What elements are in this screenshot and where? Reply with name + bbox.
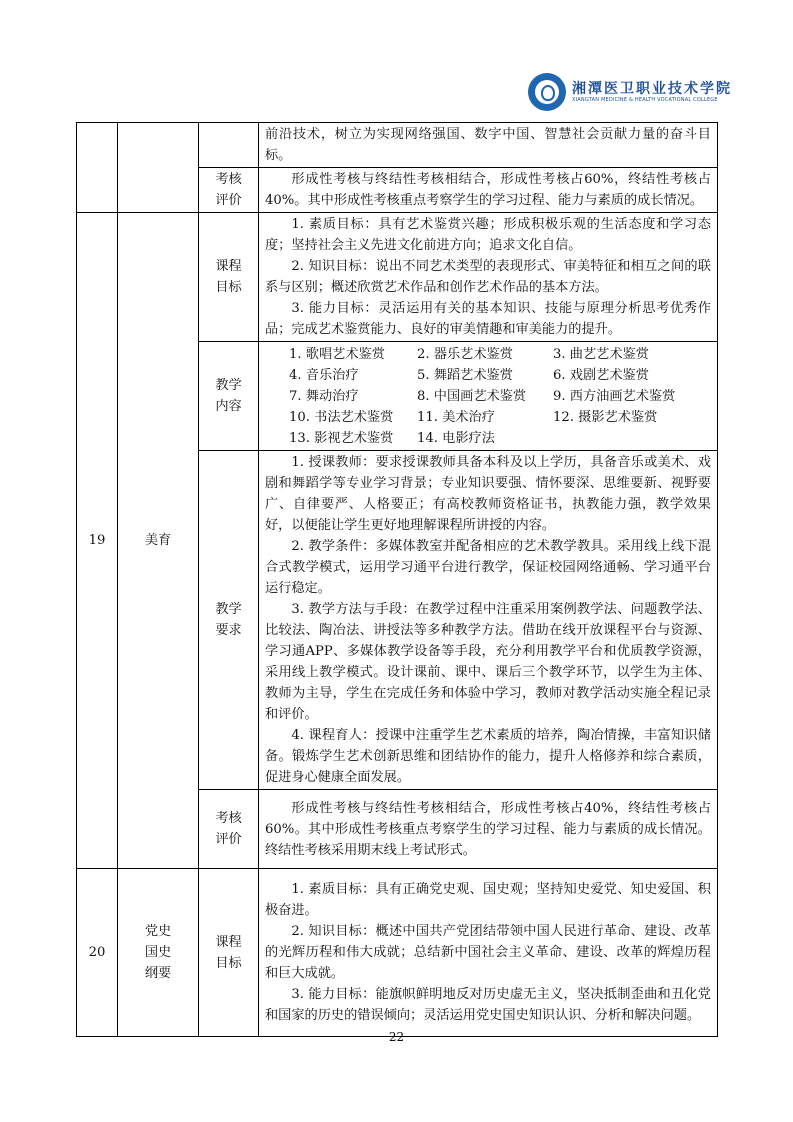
label-line: 教学 <box>215 602 242 617</box>
assessment-text: 形成性考核与终结性考核相结合，形成性考核占60%，终结性考核占40%。其中形成性考核重点考察学生的学习过程、能力与素质的成长情况。 <box>265 172 711 208</box>
content-item: 5. 舞蹈艺术鉴赏 <box>417 367 513 383</box>
content-item: 8. 中国画艺术鉴赏 <box>417 388 527 404</box>
requirement-item: 4. 课程育人：授课中注重学生艺术素质的培养，陶冶情操，丰富知识储备。锻炼学生艺术创新思维和团结协作的能力，提升人格修养和综合素质，促进身心健康全面发展。 <box>265 728 711 785</box>
content-cell <box>259 123 718 168</box>
label-line: 评价 <box>215 832 242 847</box>
number-cell-empty <box>77 123 118 213</box>
section-label-content <box>199 342 259 451</box>
goal-item: 1. 素质目标：具有艺术鉴赏兴趣；形成积极乐观的生活态度和学习态度；坚持社会主义先进文化前进方向；追求文化自信。 <box>265 217 711 253</box>
continued-text: 前沿技术，树立为实现网络强国、数字中国、智慧社会贡献力量的奋斗目标。 <box>265 127 711 163</box>
row-number: 19 <box>77 213 118 869</box>
content-item: 13. 影视艺术鉴赏 <box>289 430 394 446</box>
label-line: 目标 <box>215 280 242 295</box>
label-line: 考核 <box>215 811 242 826</box>
assessment-cell <box>259 168 718 213</box>
label-line: 国史 <box>144 945 172 960</box>
content-item: 14. 电影疗法 <box>417 430 495 446</box>
content-item: 10. 书法艺术鉴赏 <box>289 409 394 425</box>
goal-item: 2. 知识目标：说出不同艺术类型的表现形式、审美特征和相互之间的联系与区别；概述欣赏艺术作品和创作艺术作品的基本方法。 <box>265 259 711 295</box>
college-name-cn: 湘潭医卫职业技术学院 <box>572 80 732 97</box>
requirements-cell <box>259 451 718 790</box>
goal-item: 2. 知识目标：概述中国共产党团结带领中国人民进行革命、建设、改革的光辉历程和伟大成就；总结新中国社会主义革命、建设、改革的辉煌历程和巨大成就。 <box>265 924 711 981</box>
assessment-cell <box>259 790 718 869</box>
goals-cell <box>259 869 718 1037</box>
goal-item: 3. 能力目标：能旗帜鲜明地反对历史虚无主义，坚决抵制歪曲和丑化党和国家的历史的错误倾向；灵活运用党史国史知识认识、分析和解决问题。 <box>265 987 711 1023</box>
content-item: 2. 器乐艺术鉴赏 <box>417 346 513 362</box>
table-row <box>77 123 718 168</box>
content-items-cell <box>259 342 718 451</box>
requirement-item: 1. 授课教师：要求授课教师具备本科及以上学历，具备音乐或美术、戏剧和舞蹈学等专业学习背景；专业知识要强、情怀要深、思维要新、视野要广、自律要严、人格要正；有高校教师资格证书，执教能力强，教学效果好，以便能让学生更好地理解课程所讲授的内容。 <box>265 455 711 533</box>
label-line: 目标 <box>215 955 242 971</box>
row-number: 20 <box>77 869 118 1037</box>
page-number: 22 <box>388 1030 405 1044</box>
goal-item: 1. 素质目标：具有正确党史观、国史观；坚持知史爱党、知史爱国、积极奋进。 <box>265 882 711 918</box>
section-label-empty <box>199 123 259 168</box>
label-line: 课程 <box>215 259 242 274</box>
label-line: 教学 <box>215 378 242 393</box>
content-item: 12. 摄影艺术鉴赏 <box>553 409 658 425</box>
label-line: 课程 <box>215 934 242 950</box>
section-label-goals <box>199 869 259 1037</box>
content-item: 6. 戏剧艺术鉴赏 <box>553 367 649 383</box>
assessment-text: 形成性考核与终结性考核相结合，形成性考核占40%，终结性考核占60%。其中形成性考核重点考察学生的学习过程、能力与素质的成长情况。终结性考核采用期末线上考试形式。 <box>265 800 711 858</box>
table-row <box>77 869 718 1037</box>
content-item: 1. 歌唱艺术鉴赏 <box>289 346 385 362</box>
label-line: 要求 <box>215 623 242 638</box>
curriculum-table <box>76 122 718 1037</box>
requirement-item: 2. 教学条件：多媒体教室并配备相应的艺术教学教具。采用线上线下混合式教学模式，运用学习通平台进行教学，保证校园网络通畅、学习通平台运行稳定。 <box>265 539 711 596</box>
college-logo <box>528 72 732 112</box>
course-name: 美育 <box>118 213 199 869</box>
section-label-requirements <box>199 451 259 790</box>
section-label-goals <box>199 213 259 342</box>
college-name-en: XIANGTAN MEDICINE & HEALTH VOCATIONAL COLLEGE <box>572 96 718 103</box>
goals-cell <box>259 213 718 342</box>
goal-item: 3. 能力目标：灵活运用有关的基本知识、技能与原理分析思考优秀作品；完成艺术鉴赏能力、良好的审美情趣和审美能力的提升。 <box>265 301 711 337</box>
table-row <box>77 213 718 342</box>
label-line: 评价 <box>215 193 242 208</box>
requirement-item: 3. 教学方法与手段：在教学过程中注重采用案例教学法、问题教学法、比较法、陶冶法、讲授法等多种教学方法。借助在线开放课程平台与资源、学习通APP、多媒体教学设备等手段，充分利用教学平台和优质教学资源，采用线上教学模式。设计课前、课中、课后三个教学环节，以学生为主体、教师为主导，学生在完成任务和体验中学习，教师对教学活动实施全程记录和评价。 <box>265 602 711 722</box>
label-line: 纲要 <box>144 966 172 981</box>
section-label-assessment <box>199 790 259 869</box>
content-item: 3. 曲艺艺术鉴赏 <box>553 346 649 362</box>
college-emblem-icon <box>528 73 566 111</box>
content-items-grid <box>265 344 711 449</box>
content-item: 11. 美术治疗 <box>417 409 495 425</box>
label-line: 考核 <box>215 172 242 187</box>
content-item: 7. 舞动治疗 <box>289 388 359 404</box>
content-item: 9. 西方油画艺术鉴赏 <box>553 388 676 404</box>
content-item: 4. 音乐治疗 <box>289 367 359 383</box>
label-line: 党史 <box>144 924 172 939</box>
section-label-assessment <box>199 168 259 213</box>
course-name <box>118 869 199 1037</box>
label-line: 内容 <box>215 399 242 414</box>
course-cell-empty <box>118 123 199 213</box>
